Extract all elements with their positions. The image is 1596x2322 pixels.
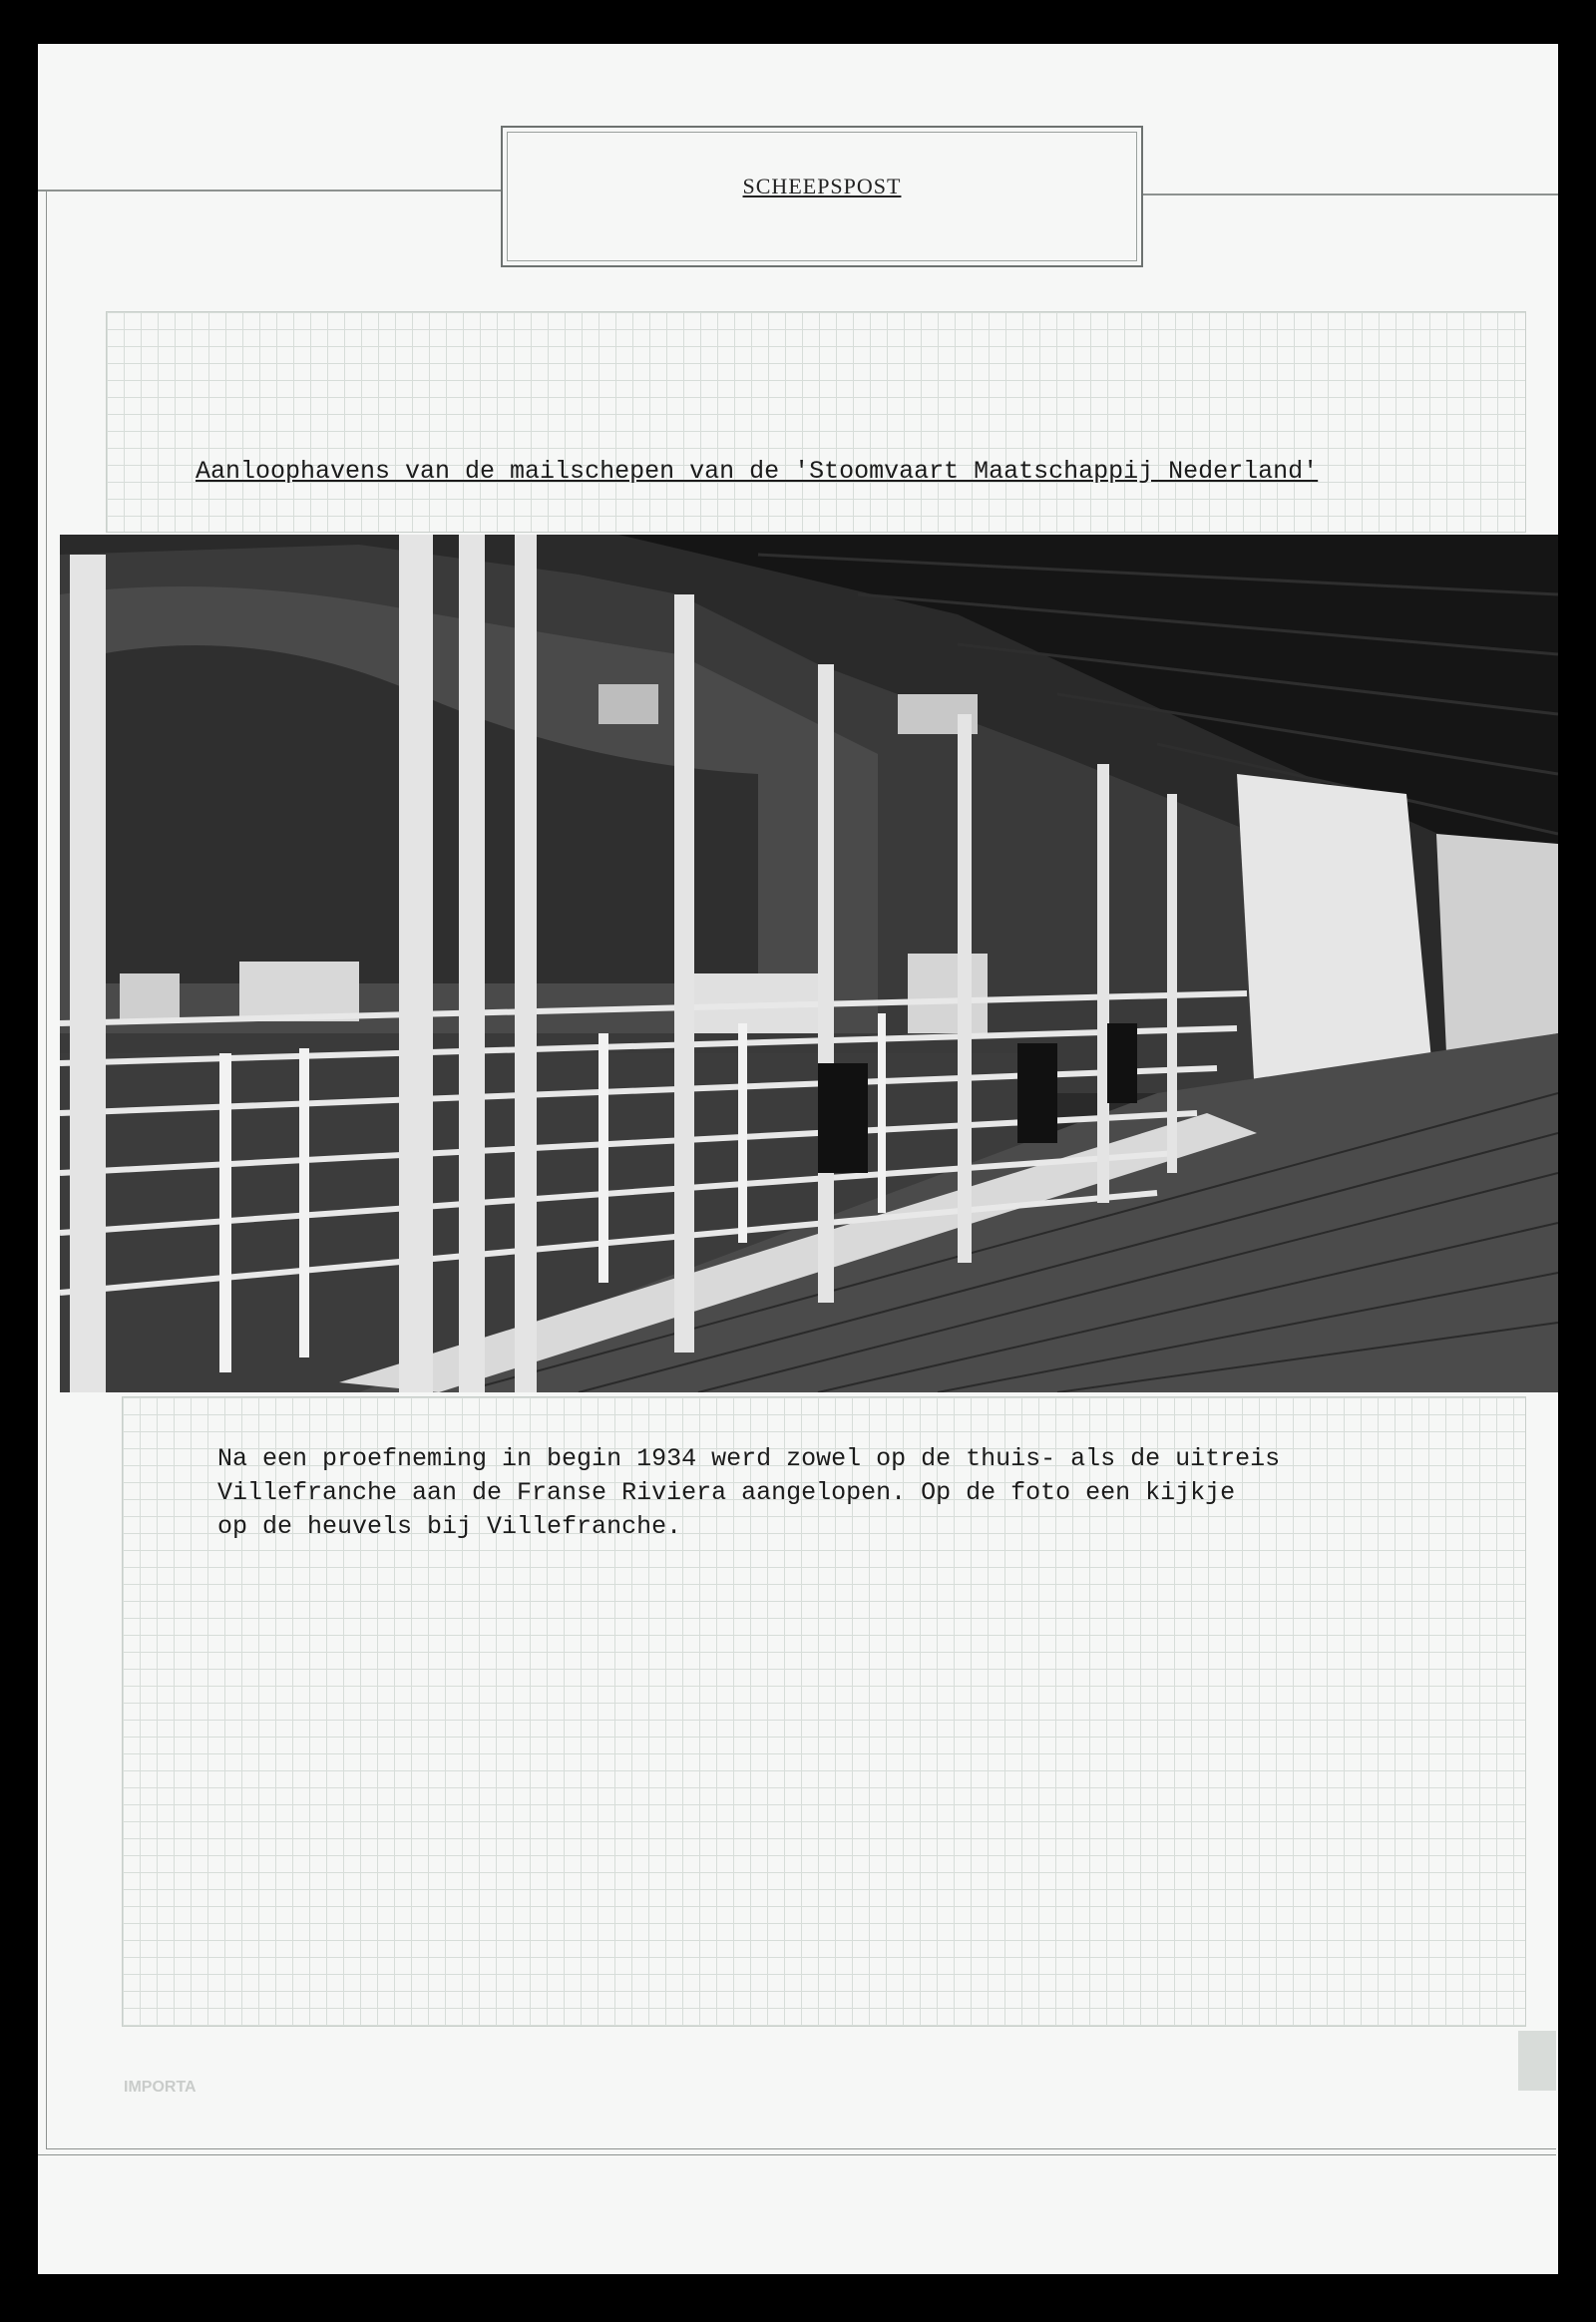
border-left — [46, 192, 47, 2148]
header-rule-right — [1143, 194, 1558, 195]
photo-illustration — [60, 535, 1558, 1392]
grid-area-top — [106, 311, 1526, 533]
border-bottom — [46, 2148, 1556, 2149]
page-title: SCHEEPSPOST — [742, 174, 902, 198]
ship-deck-photo — [60, 535, 1558, 1392]
photo-caption: Na een proefneming in begin 1934 werd zowel op de thuis- als de uitreis Villefranche aan de Franse Riviera aangelopen. Op de foto een kijkje op de heuvels bij Villefranche. — [217, 1444, 1281, 1541]
corner-mark — [1518, 2031, 1556, 2091]
manufacturer-stamp: IMPORTA — [124, 2079, 197, 2096]
page-heading: Aanloophavens van de mailschepen van de 'Stoomvaart Maatschappij Nederland' — [196, 457, 1319, 486]
header-box — [501, 126, 1143, 267]
border-bottom-outer — [38, 2154, 1556, 2155]
header-rule-left — [38, 190, 501, 192]
